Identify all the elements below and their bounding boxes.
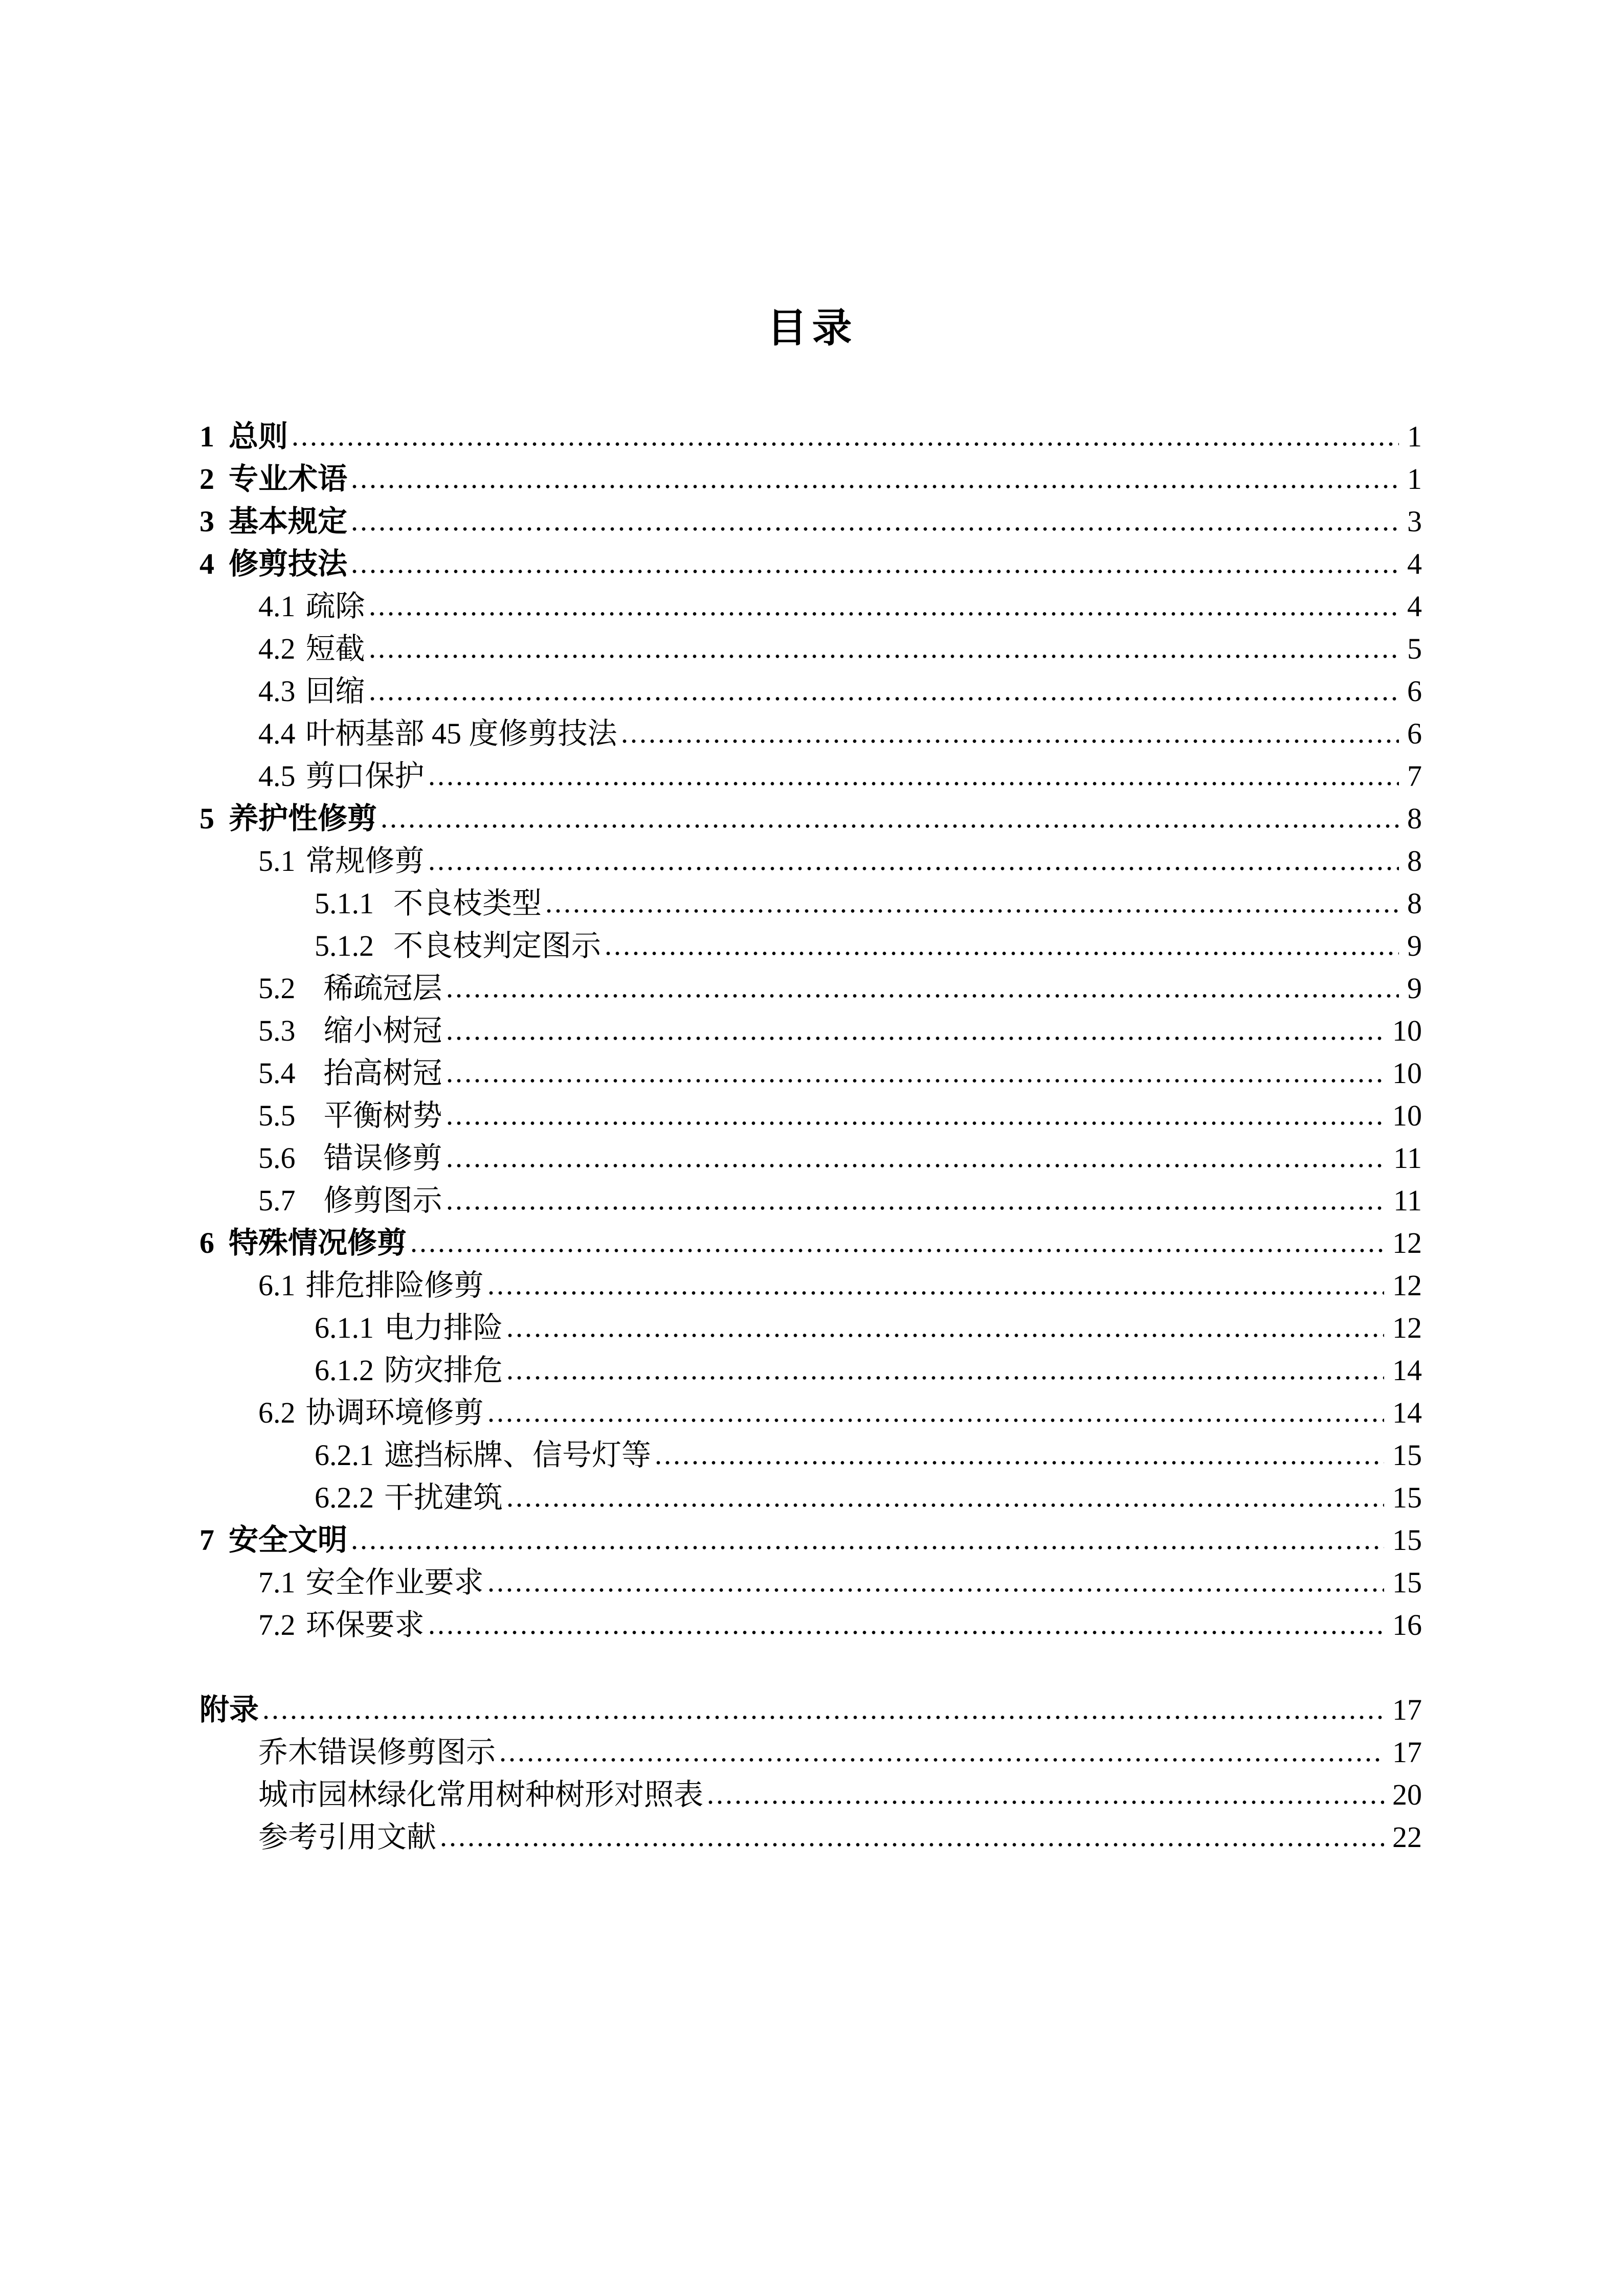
- toc-entry-title: 常规修剪: [305, 844, 425, 877]
- toc-dots-leader: [441, 1842, 1384, 1847]
- toc-row: [199, 1519, 1422, 1561]
- toc-entry-number: 5.6: [258, 1141, 296, 1175]
- toc-dots-leader: [264, 1715, 1384, 1720]
- toc-entry-title: 总则: [229, 420, 288, 453]
- toc-dots-leader: [382, 824, 1399, 828]
- toc-entry-title: 安全文明: [229, 1523, 348, 1557]
- toc-row: [199, 1434, 1422, 1476]
- toc-dots-leader: [448, 1163, 1386, 1168]
- toc-row: [199, 1222, 1422, 1264]
- toc-dots-leader: [448, 994, 1399, 998]
- toc-entry-title: 平衡树势: [323, 1099, 442, 1132]
- toc-page-number: 22: [1392, 1820, 1422, 1854]
- toc-page-number: 7: [1407, 759, 1422, 793]
- toc-dots-leader: [352, 569, 1399, 574]
- toc-row: [199, 882, 1422, 925]
- toc-row: [199, 1391, 1422, 1434]
- toc-entry-number: 4.4: [258, 717, 296, 750]
- toc-page-number: 15: [1392, 1523, 1422, 1557]
- toc-entry-number: 3: [199, 505, 214, 538]
- toc-row: [199, 1604, 1422, 1646]
- toc-row: [199, 797, 1422, 840]
- toc-page-number: 6: [1407, 717, 1422, 750]
- toc-entry-title: 疏除: [305, 590, 365, 623]
- toc-entry-title: 短截: [305, 632, 365, 665]
- toc-page-number: 12: [1392, 1226, 1422, 1259]
- toc-page-number: 5: [1407, 632, 1422, 665]
- toc-entry-number: 5.4: [258, 1056, 296, 1090]
- toc-page-number: 16: [1392, 1608, 1422, 1641]
- toc-page-number: 15: [1392, 1438, 1422, 1472]
- toc-entry-title: 缩小树冠: [323, 1014, 442, 1047]
- toc-page-number: 10: [1392, 1014, 1422, 1047]
- toc-dots-leader: [501, 1758, 1384, 1762]
- toc-page-number: 17: [1392, 1693, 1422, 1726]
- toc-entry-number: 5: [199, 802, 214, 835]
- toc-dots-leader: [489, 1291, 1384, 1295]
- toc-dots-leader: [293, 442, 1399, 446]
- toc-row: [199, 1689, 1422, 1731]
- toc-entry-number: 5.7: [258, 1184, 296, 1217]
- toc-dots-leader: [448, 1036, 1384, 1041]
- toc-dots-leader: [606, 951, 1399, 956]
- toc-dots-leader: [352, 1545, 1384, 1550]
- toc-entry-number: 7.1: [258, 1566, 296, 1599]
- toc-page-number: 11: [1393, 1141, 1422, 1175]
- toc-dots-leader: [370, 696, 1399, 701]
- toc-row: [199, 1561, 1422, 1604]
- toc-page-number: 8: [1407, 802, 1422, 835]
- toc-page-number: 12: [1392, 1311, 1422, 1344]
- toc-page-number: 9: [1407, 929, 1422, 962]
- toc-entry-number: 5.1: [258, 844, 296, 877]
- toc-spacer: [199, 1646, 1422, 1689]
- toc-entry-title: 基本规定: [229, 505, 348, 538]
- toc-row: [199, 1773, 1422, 1816]
- toc-entry-number: 4.3: [258, 674, 296, 708]
- toc-dots-leader: [508, 1503, 1384, 1507]
- toc-entry-title: 抬高树冠: [323, 1056, 442, 1090]
- toc-entry-number: 6.1.1: [315, 1311, 374, 1344]
- toc-page-number: 15: [1392, 1566, 1422, 1599]
- toc-row: [199, 1094, 1422, 1137]
- toc-row: [199, 1816, 1422, 1858]
- toc-page-number: 10: [1392, 1099, 1422, 1132]
- toc-row: [199, 500, 1422, 543]
- toc-page-number: 1: [1407, 420, 1422, 453]
- toc-entry-number: 5.5: [258, 1099, 296, 1132]
- toc-dots-leader: [489, 1418, 1384, 1423]
- toc-dots-leader: [370, 654, 1399, 659]
- toc-entry-number: 7: [199, 1523, 214, 1557]
- toc-dots-leader: [430, 866, 1399, 871]
- toc-entry-number: 5.1.1: [315, 887, 374, 920]
- toc-page-number: 9: [1407, 972, 1422, 1005]
- toc-entry-title: 特殊情况修剪: [229, 1226, 407, 1259]
- toc-page-number: 4: [1407, 547, 1422, 580]
- toc-entry-number: 6.2.2: [315, 1481, 374, 1514]
- toc-row: [199, 840, 1422, 882]
- toc-dots-leader: [448, 1078, 1384, 1083]
- toc-dots-leader: [508, 1333, 1384, 1338]
- toc-page-number: 4: [1407, 590, 1422, 623]
- toc-row: [199, 1349, 1422, 1391]
- toc-entry-title: 参考引用文献: [258, 1820, 437, 1854]
- toc-entry-number: 4.1: [258, 590, 296, 623]
- toc-dots-leader: [370, 612, 1399, 616]
- toc-row: [199, 543, 1422, 585]
- toc-row: [199, 1731, 1422, 1773]
- toc-page-number: 8: [1407, 844, 1422, 877]
- toc-row: [199, 967, 1422, 1009]
- toc-page-number: 8: [1407, 887, 1422, 920]
- toc-entry-number: 4: [199, 547, 214, 580]
- toc-entry-number: 1: [199, 420, 214, 453]
- toc-page-number: 1: [1407, 462, 1422, 496]
- toc-row: [199, 925, 1422, 967]
- toc-dots-leader: [352, 484, 1399, 489]
- toc-dots-leader: [448, 1121, 1384, 1126]
- toc-dots-leader: [352, 527, 1399, 531]
- toc-entry-title: 不良枝类型: [393, 887, 542, 920]
- toc-entry-title: 专业术语: [229, 462, 348, 496]
- toc-row: [199, 585, 1422, 627]
- toc-entry-title: 排危排险修剪: [305, 1269, 484, 1302]
- toc-row: [199, 670, 1422, 712]
- toc-row: [199, 755, 1422, 797]
- toc-row: [199, 1137, 1422, 1179]
- toc-row: [199, 1264, 1422, 1307]
- toc-page-number: 11: [1393, 1184, 1422, 1217]
- toc-entry-number: 6: [199, 1226, 214, 1259]
- toc-page-number: 17: [1392, 1736, 1422, 1769]
- toc-entry-title: 环保要求: [305, 1608, 425, 1641]
- toc-entry-title: 修剪图示: [323, 1184, 442, 1217]
- toc-entry-title: 不良枝判定图示: [393, 929, 602, 962]
- toc-entry-number: 6.1.2: [315, 1354, 374, 1387]
- toc-entry-title: 回缩: [305, 674, 365, 708]
- toc-page-number: 14: [1392, 1396, 1422, 1429]
- toc-entry-number: 4.5: [258, 759, 296, 793]
- toc-page-number: 14: [1392, 1354, 1422, 1387]
- toc-entry-title: 城市园林绿化常用树种树形对照表: [258, 1778, 704, 1811]
- toc-row: [199, 1476, 1422, 1519]
- toc-dots-leader: [622, 739, 1399, 744]
- toc-entry-title: 养护性修剪: [229, 802, 377, 835]
- toc-entry-number: 6.2: [258, 1396, 296, 1429]
- toc-page-number: 15: [1392, 1481, 1422, 1514]
- toc-page-number: 3: [1407, 505, 1422, 538]
- toc-entry-number: 6.2.1: [315, 1438, 374, 1472]
- toc-entry-number: 5.3: [258, 1014, 296, 1047]
- toc-entry-title: 错误修剪: [323, 1141, 442, 1175]
- toc-entry-title: 电力排险: [384, 1311, 503, 1344]
- toc-entry-number: 2: [199, 462, 214, 496]
- toc-list: [199, 415, 1422, 1858]
- page-title: 目录: [767, 305, 857, 350]
- toc-entry-title: 干扰建筑: [384, 1481, 503, 1514]
- toc-page-number: 20: [1392, 1778, 1422, 1811]
- toc-entry-title: 乔木错误修剪图示: [258, 1736, 496, 1769]
- toc-entry-title: 安全作业要求: [305, 1566, 484, 1599]
- toc-row: [199, 1179, 1422, 1222]
- toc-dots-leader: [508, 1376, 1384, 1380]
- toc-entry-title: 防灾排危: [384, 1354, 503, 1387]
- toc-dots-leader: [412, 1248, 1384, 1253]
- toc-page-number: 12: [1392, 1269, 1422, 1302]
- toc-row: [199, 1052, 1422, 1094]
- toc-row: [199, 1307, 1422, 1349]
- toc-entry-title: 叶柄基部 45 度修剪技法: [305, 717, 617, 750]
- toc-row: [199, 712, 1422, 755]
- toc-row: [199, 458, 1422, 500]
- toc-dots-leader: [656, 1460, 1384, 1465]
- toc-dots-leader: [448, 1206, 1386, 1210]
- toc-dots-leader: [430, 1630, 1384, 1635]
- toc-entry-number: 7.2: [258, 1608, 296, 1641]
- toc-entry-title: 附录: [199, 1693, 259, 1726]
- toc-entry-number: 5.1.2: [315, 929, 374, 962]
- toc-dots-leader: [489, 1588, 1384, 1592]
- toc-entry-title: 剪口保护: [305, 759, 425, 793]
- toc-entry-title: 协调环境修剪: [305, 1396, 484, 1429]
- toc-entry-title: 修剪技法: [229, 547, 348, 580]
- toc-row: [199, 415, 1422, 458]
- toc-entry-title: 遮挡标牌、信号灯等: [384, 1438, 652, 1472]
- toc-entry-number: 6.1: [258, 1269, 296, 1302]
- toc-dots-leader: [708, 1800, 1384, 1805]
- toc-row: [199, 1009, 1422, 1052]
- toc-entry-title: 稀疏冠层: [323, 972, 442, 1005]
- toc-dots-leader: [547, 909, 1399, 913]
- toc-row: [199, 627, 1422, 670]
- toc-entry-number: 4.2: [258, 632, 296, 665]
- toc-entry-number: 5.2: [258, 972, 296, 1005]
- toc-page-number: 10: [1392, 1056, 1422, 1090]
- toc-page-number: 6: [1407, 674, 1422, 708]
- toc-dots-leader: [430, 781, 1399, 786]
